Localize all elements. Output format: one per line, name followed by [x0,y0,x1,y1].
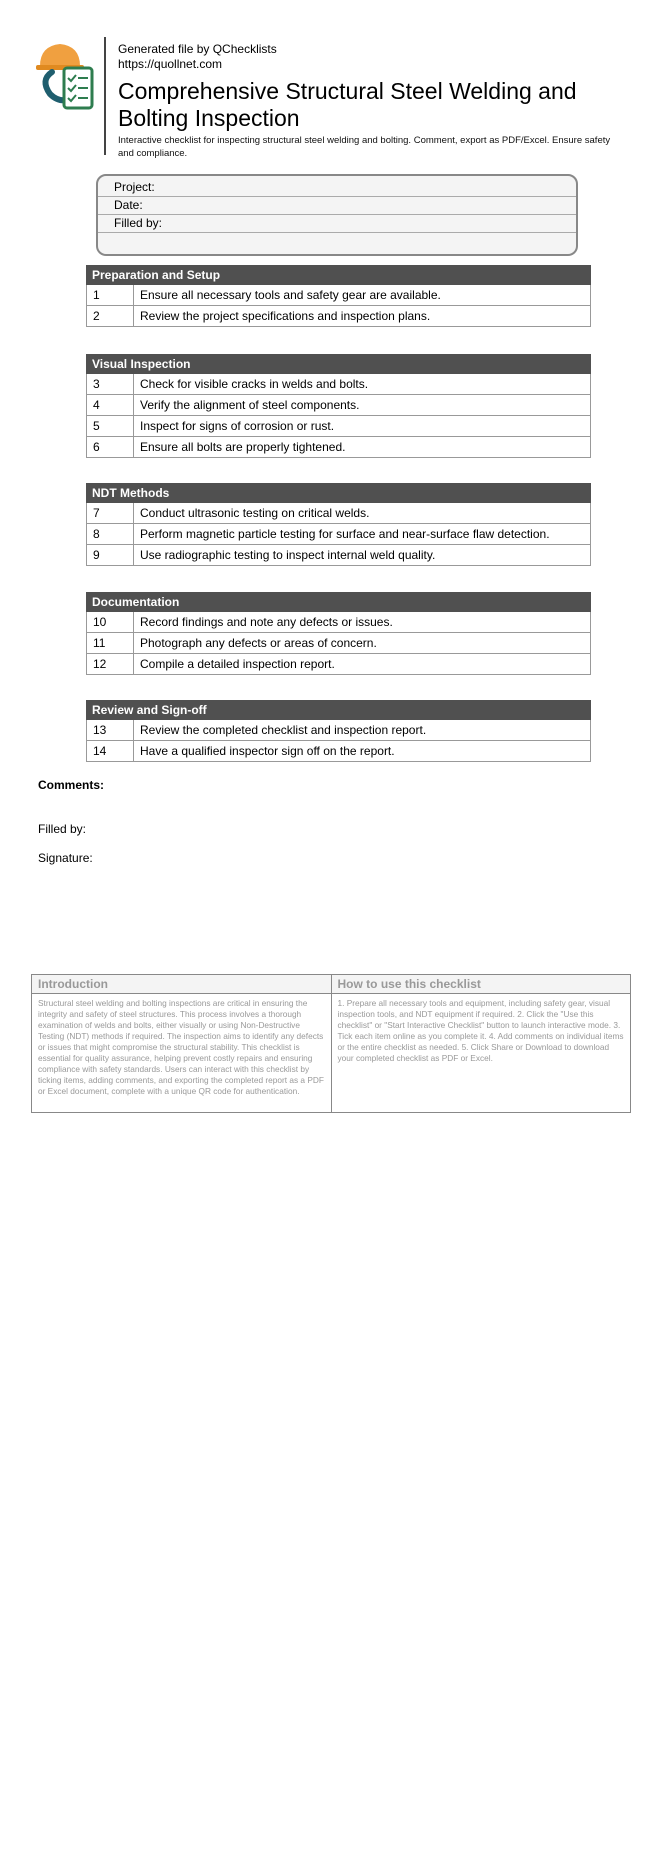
checklist-row[interactable] [86,437,591,458]
checklist-row[interactable] [86,416,591,437]
item-number: 1 [87,285,134,305]
signature-label: Signature: [38,851,93,865]
checklist-row[interactable] [86,612,591,633]
item-text: Photograph any defects or areas of concern. [140,636,377,650]
item-text: Compile a detailed inspection report. [140,657,335,671]
checklist-row[interactable] [86,395,591,416]
item-text: Record findings and note any defects or issues. [140,615,393,629]
item-text: Perform magnetic particle testing for surface and near-surface flaw detection. [140,527,550,541]
checklist-row[interactable] [86,654,591,675]
item-number: 13 [87,720,134,740]
item-text: Review the project specifications and inspection plans. [140,309,431,323]
introduction-text: Structural steel welding and bolting inspections are critical in ensuring the integrity and safety of steel structures. This process involves a thorough examination of welds and bolts, either visually or using Non-Destructive Testing (NDT) methods if required. The inspection aims to identify any defects or issues that might compromise the structural stability. This checklist is essential for quality assurance, helping prevent costly repairs and ensuring compliance with safety standards. Users can interact with this checklist by ticking items, adding comments, and exporting the completed report as a PDF or Excel document, complete with a unique QR code for authentication. [38,998,324,1096]
comments-label: Comments: [38,778,105,792]
checklist-row[interactable] [86,741,591,762]
section-documentation [86,592,591,675]
checklist-row[interactable] [86,545,591,566]
item-number: 6 [87,437,134,457]
how-to-text: 1. Prepare all necessary tools and equipment, including safety gear, visual inspection tools, and NDT equipment if required. 2. Click the "Use this checklist" or "Start Interactive Checklist" button to launch interactive mode. 3. Tick each item online as you complete it. 4. Add comments on individual items or the entire checklist as needed. 5. Click Share or Download to download your completed checklist as PDF or Excel. [337,998,624,1063]
section-visual-inspection [86,354,591,458]
section-header: Visual Inspection [86,354,591,374]
date-field[interactable]: Date: [98,197,576,215]
qchecklists-logo-icon [34,40,102,112]
document-header [118,42,618,160]
how-to-column [331,975,631,1112]
introduction-column [32,975,331,1112]
item-text: Conduct ultrasonic testing on critical welds. [140,506,370,520]
section-ndt-methods [86,483,591,566]
item-number: 7 [87,503,134,523]
document-title: Comprehensive Structural Steel Welding and Bolting Inspection [118,78,577,131]
introduction-heading: Introduction [32,975,331,994]
checklist-row[interactable] [86,285,591,306]
item-text: Ensure all bolts are properly tightened. [140,440,346,454]
item-text: Have a qualified inspector sign off on the report. [140,744,395,758]
header-divider [104,37,106,155]
checklist-row[interactable] [86,524,591,545]
source-url-link[interactable]: https://quollnet.com [118,57,223,71]
generated-by-text: Generated file by QChecklists [118,42,277,56]
section-preparation-and-setup [86,265,591,327]
section-header: Review and Sign-off [86,700,591,720]
project-field[interactable]: Project: [98,179,576,197]
item-number: 10 [87,612,134,632]
filled-by-label: Filled by: [38,822,87,836]
item-number: 8 [87,524,134,544]
item-text: Verify the alignment of steel components. [140,398,360,412]
item-text: Inspect for signs of corrosion or rust. [140,419,335,433]
item-number: 11 [87,633,134,653]
item-number: 5 [87,416,134,436]
checklist-row[interactable] [86,633,591,654]
item-number: 3 [87,374,134,394]
checklist-row[interactable] [86,503,591,524]
section-header: Preparation and Setup [86,265,591,285]
how-to-heading: How to use this checklist [332,975,631,994]
filled-by-field[interactable]: Filled by: [98,215,576,233]
item-number: 2 [87,306,134,326]
checklist-row[interactable] [86,374,591,395]
section-header: NDT Methods [86,483,591,503]
checklist-row[interactable] [86,306,591,327]
item-text: Review the completed checklist and inspection report. [140,723,427,737]
project-info-box [96,174,578,256]
item-number: 9 [87,545,134,565]
section-review-and-sign-off [86,700,591,762]
section-header: Documentation [86,592,591,612]
item-text: Ensure all necessary tools and safety gear are available. [140,288,441,302]
document-subtitle: Interactive checklist for inspecting structural steel welding and bolting. Comment, export as PDF/Excel. Ensure safety and compliance. [118,135,611,159]
item-text: Check for visible cracks in welds and bolts. [140,377,369,391]
item-text: Use radiographic testing to inspect internal weld quality. [140,548,436,562]
intro-table [31,974,631,1113]
item-number: 12 [87,654,134,674]
item-number: 14 [87,741,134,761]
item-number: 4 [87,395,134,415]
checklist-row[interactable] [86,720,591,741]
